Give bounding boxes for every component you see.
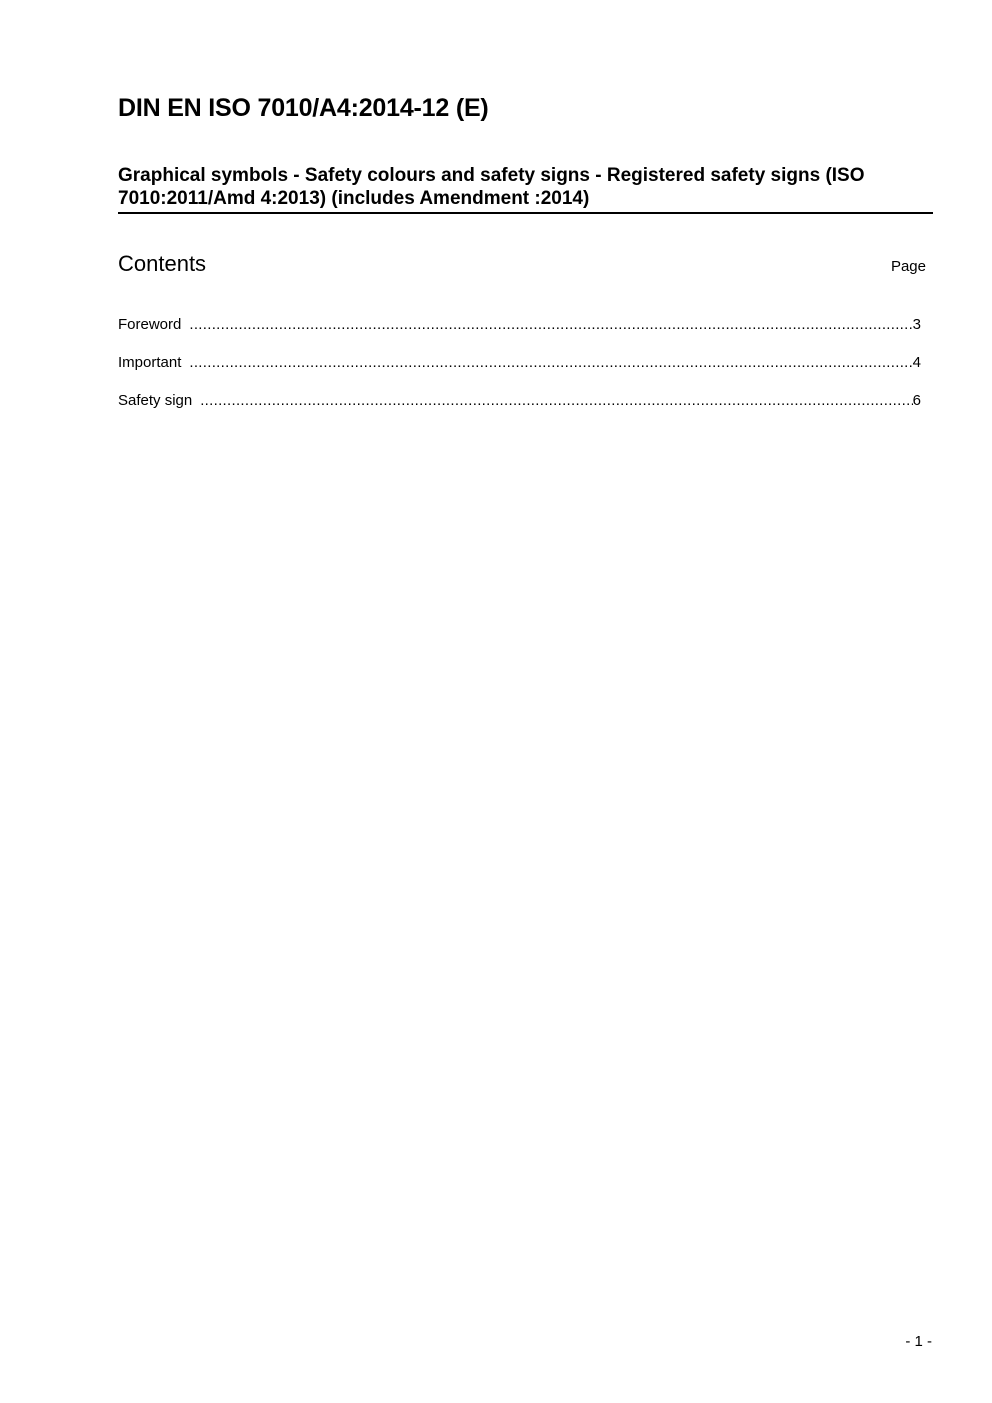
- document-subtitle: Graphical symbols - Safety colours and safety signs - Registered safety signs (ISO 7010:2011/Amd 4:2013) (includes Amendment :2014): [118, 164, 933, 214]
- page-column-heading: Page: [890, 258, 926, 275]
- toc-entry-label: Foreword: [118, 316, 182, 333]
- toc-entry-page: 4: [912, 354, 921, 371]
- contents-heading: Contents: [118, 251, 207, 276]
- toc-dot-leader: [189, 315, 912, 335]
- toc-entry-important[interactable]: [118, 353, 921, 391]
- table-of-contents: [118, 315, 921, 429]
- toc-dot-leader: [200, 391, 912, 411]
- toc-entry-page: 6: [912, 392, 921, 409]
- toc-entry-safety-sign[interactable]: [118, 391, 921, 429]
- toc-entry-label: Safety sign: [118, 392, 193, 409]
- document-title: DIN EN ISO 7010/A4:2014-12 (E): [118, 94, 489, 122]
- toc-entry-foreword[interactable]: [118, 315, 921, 353]
- page-number: - 1 -: [905, 1333, 932, 1350]
- toc-entry-label: Important: [118, 354, 182, 371]
- toc-dot-leader: [189, 353, 912, 373]
- toc-entry-page: 3: [912, 316, 921, 333]
